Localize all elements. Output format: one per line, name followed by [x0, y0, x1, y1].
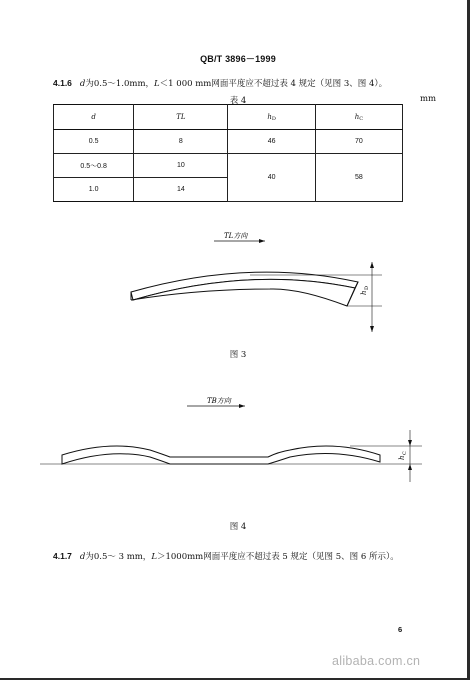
- clause-text-rest: ＜1 000 mm网面平度应不超过表 4 规定（见图 3、图 4）。: [159, 79, 388, 89]
- header-d: d: [54, 105, 134, 130]
- figure-3-caption: 图 3: [229, 350, 247, 360]
- svg-text:C: C: [402, 451, 408, 455]
- dim-label-hc: [398, 451, 408, 460]
- table-cell: 70: [315, 130, 402, 154]
- page-number: 6: [398, 625, 403, 634]
- clause-number: 4.1.6: [53, 78, 72, 88]
- clause-text: 为0.5～1.0mm，: [85, 79, 155, 89]
- svg-text:D: D: [364, 285, 370, 290]
- table-cell: 10: [134, 154, 228, 178]
- wavy-sheet: [62, 446, 380, 464]
- var-l: L: [151, 552, 157, 562]
- table-cell: 40: [228, 154, 315, 202]
- table-cell: 58: [315, 154, 402, 202]
- figure-4-caption: 图 4: [229, 522, 247, 532]
- header-hd: $h_D$: [228, 105, 315, 130]
- clause-number: 4.1.7: [53, 551, 72, 561]
- direction-label: TL方向: [224, 232, 248, 240]
- table-caption: 表 4: [229, 96, 247, 106]
- svg-text:h: h: [398, 455, 406, 460]
- table-cell: 46: [228, 130, 315, 154]
- table-cell: 0.5: [54, 130, 134, 154]
- header-tl: TL: [134, 105, 228, 130]
- watermark: alibaba.com.cn: [332, 654, 421, 668]
- clause-text-rest: ＞1000mm网面平度应不超过表 5 规定（见图 5、图 6 所示）。: [156, 552, 399, 562]
- header-hc: $h_C$: [315, 105, 402, 130]
- svg-text:h: h: [360, 290, 368, 295]
- var-d: d: [79, 79, 86, 89]
- var-l: L: [154, 79, 160, 89]
- clause-text: 为0.5～ 3 mm，: [85, 552, 152, 562]
- var-d: d: [79, 552, 86, 562]
- table-cell: 14: [134, 178, 228, 202]
- table-cell: 8: [134, 130, 228, 154]
- standard-number: QB/T 3896－1999: [200, 54, 276, 64]
- dim-arrow-up-icon: [408, 464, 412, 470]
- table-unit: mm: [420, 94, 437, 104]
- direction-label: TB方向: [207, 397, 231, 405]
- table-cell: 0.5～0.8: [54, 154, 134, 178]
- arrow-head-icon: [239, 404, 245, 408]
- table-cell: 1.0: [54, 178, 134, 202]
- dim-arrow-down-icon: [408, 440, 412, 446]
- clause-4-1-7: [53, 550, 399, 562]
